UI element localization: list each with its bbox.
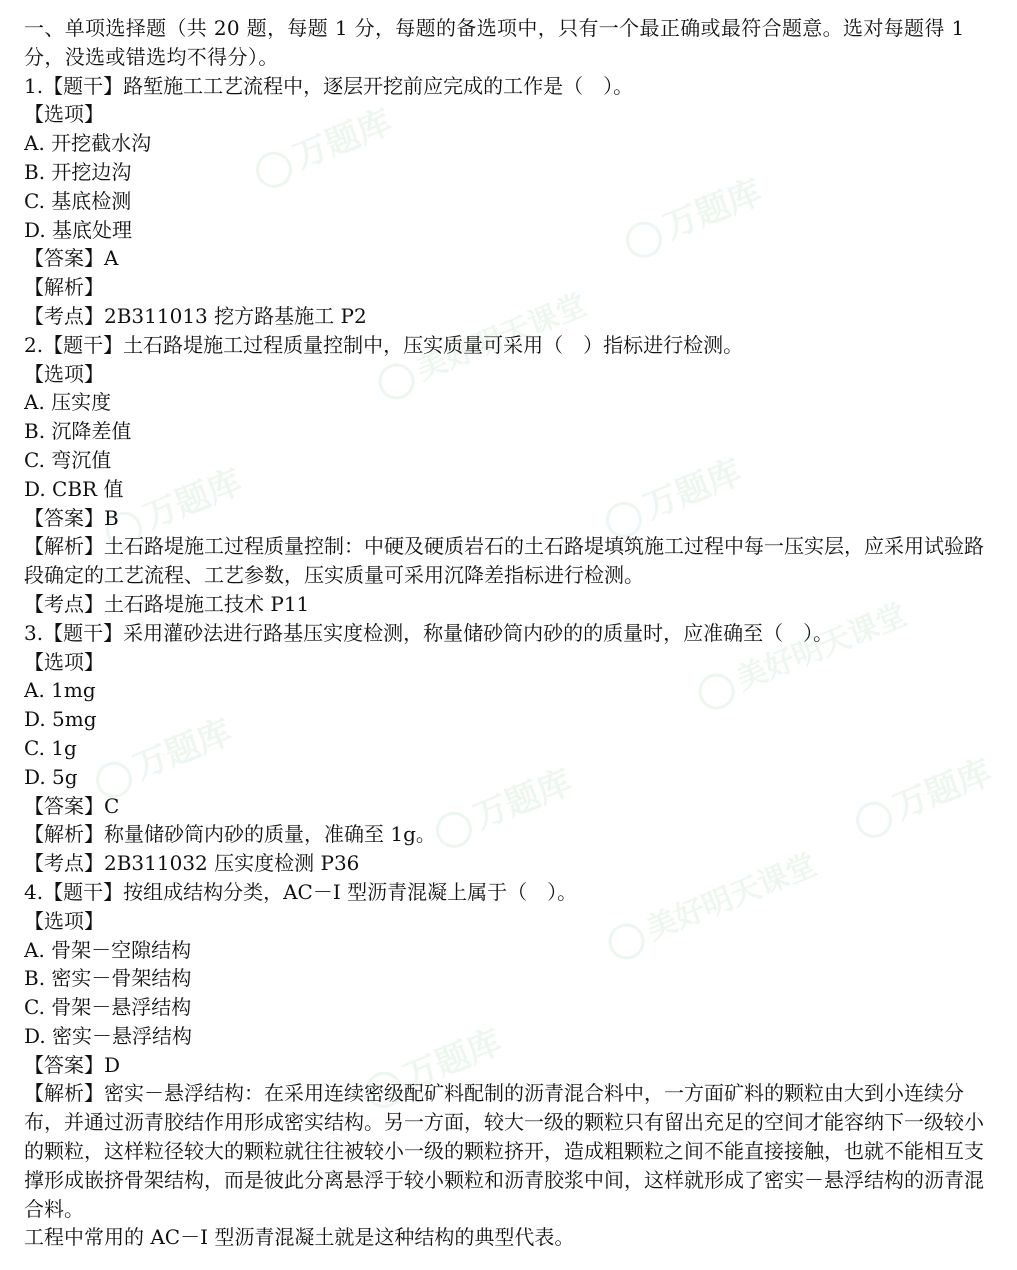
option-a: A. 压实度 bbox=[24, 390, 112, 415]
exam-point: 【考点】2B311032 压实度检测 P36 bbox=[24, 851, 360, 876]
analysis: 【解析】密实－悬浮结构：在采用连续密级配矿料配制的沥青混合料中，一方面矿料的颗粒由大到小连续分布，并通过沥青胶结作用形成密实结构。另一方面，较大一级的颗粒只有留出充足的空间才能容纳下一级较小的颗粒，这样粒径较大的颗粒就往往被较小一级的颗粒挤开，造成粗颗粒之间不能直接接触，也就不能相互支撑形成嵌挤骨架结构，而是彼此分离悬浮于较小颗粒和沥青胶浆中间，这样就形成了密实－悬浮结构的沥青混合料。 bbox=[24, 1081, 984, 1221]
question-2 bbox=[24, 331, 999, 619]
question-stem: 1.【题干】路堑施工工艺流程中，逐层开挖前应完成的工作是（ ）。 bbox=[24, 73, 634, 98]
option-b: D. 5mg bbox=[24, 707, 97, 732]
answer: 【答案】A bbox=[24, 246, 119, 271]
question-stem: 2.【题干】土石路堤施工过程质量控制中，压实质量可采用（ ）指标进行检测。 bbox=[24, 332, 744, 357]
section-intro: 一、单项选择题（共 20 题，每题 1 分，每题的备选项中，只有一个最正确或最符合题意。选对每题得 1 分，没选或错选均不得分）。 bbox=[24, 16, 965, 69]
option-d: D. 5g bbox=[24, 764, 78, 789]
options-label: 【选项】 bbox=[24, 102, 104, 127]
watermark: 万题库 bbox=[96, 455, 248, 554]
question-stem: 3.【题干】采用灌砂法进行路基压实度检测，称量储砂筒内砂的的质量时，应准确至（ ）。 bbox=[24, 620, 834, 645]
option-c: C. 基底检测 bbox=[24, 188, 132, 213]
option-c: C. 骨架－悬浮结构 bbox=[24, 995, 192, 1020]
watermark: 美好明天课堂 bbox=[690, 590, 913, 714]
answer: 【答案】B bbox=[24, 505, 119, 530]
analysis: 【解析】 bbox=[24, 275, 104, 300]
watermark: 美好明天课堂 bbox=[370, 280, 593, 404]
answer: 【答案】C bbox=[24, 793, 120, 818]
option-d: D. CBR 值 bbox=[24, 476, 124, 501]
option-b: B. 开挖边沟 bbox=[24, 159, 132, 184]
option-c: C. 弯沉值 bbox=[24, 447, 112, 472]
option-b: B. 沉降差值 bbox=[24, 419, 132, 444]
watermark: 万题库 bbox=[846, 745, 998, 844]
analysis: 【解析】称量储砂筒内砂的质量，准确至 1g。 bbox=[24, 822, 436, 847]
question-stem: 4.【题干】按组成结构分类，AC－I 型沥青混凝上属于（ ）。 bbox=[24, 879, 578, 904]
watermark: 万题库 bbox=[86, 705, 238, 804]
option-a: A. 骨架－空隙结构 bbox=[24, 937, 192, 962]
option-d: D. 密实－悬浮结构 bbox=[24, 1023, 193, 1048]
exam-point: 【考点】2B311013 挖方路基施工 P2 bbox=[24, 303, 367, 328]
question-3 bbox=[24, 619, 999, 878]
watermark: 万题库 bbox=[596, 445, 748, 544]
option-b: B. 密实－骨架结构 bbox=[24, 966, 192, 991]
option-c: C. 1g bbox=[24, 735, 77, 760]
document-page bbox=[24, 14, 999, 1252]
watermark: 万题库 bbox=[426, 755, 578, 854]
question-1 bbox=[24, 72, 999, 331]
option-d: D. 基底处理 bbox=[24, 217, 133, 242]
analysis-extra: 工程中常用的 AC－I 型沥青混凝土就是这种结构的典型代表。 bbox=[24, 1225, 575, 1250]
watermark: 万题库 bbox=[356, 1015, 508, 1114]
question-4 bbox=[24, 878, 999, 1252]
options-label: 【选项】 bbox=[24, 908, 104, 933]
answer: 【答案】D bbox=[24, 1052, 121, 1077]
watermark: 美好明天课堂 bbox=[600, 840, 823, 964]
watermark: 万题库 bbox=[246, 95, 398, 194]
option-a: A. 1mg bbox=[24, 678, 96, 703]
exam-point: 【考点】土石路堤施工技术 P11 bbox=[24, 591, 310, 616]
options-label: 【选项】 bbox=[24, 361, 104, 386]
analysis: 【解析】土石路堤施工过程质量控制：中硬及硬质岩石的土石路堤填筑施工过程中每一压实层，应采用试验路段确定的工艺流程、工艺参数，压实质量可采用沉降差指标进行检测。 bbox=[24, 534, 984, 588]
option-a: A. 开挖截水沟 bbox=[24, 131, 152, 156]
options-label: 【选项】 bbox=[24, 649, 104, 674]
watermark: 万题库 bbox=[616, 165, 768, 264]
